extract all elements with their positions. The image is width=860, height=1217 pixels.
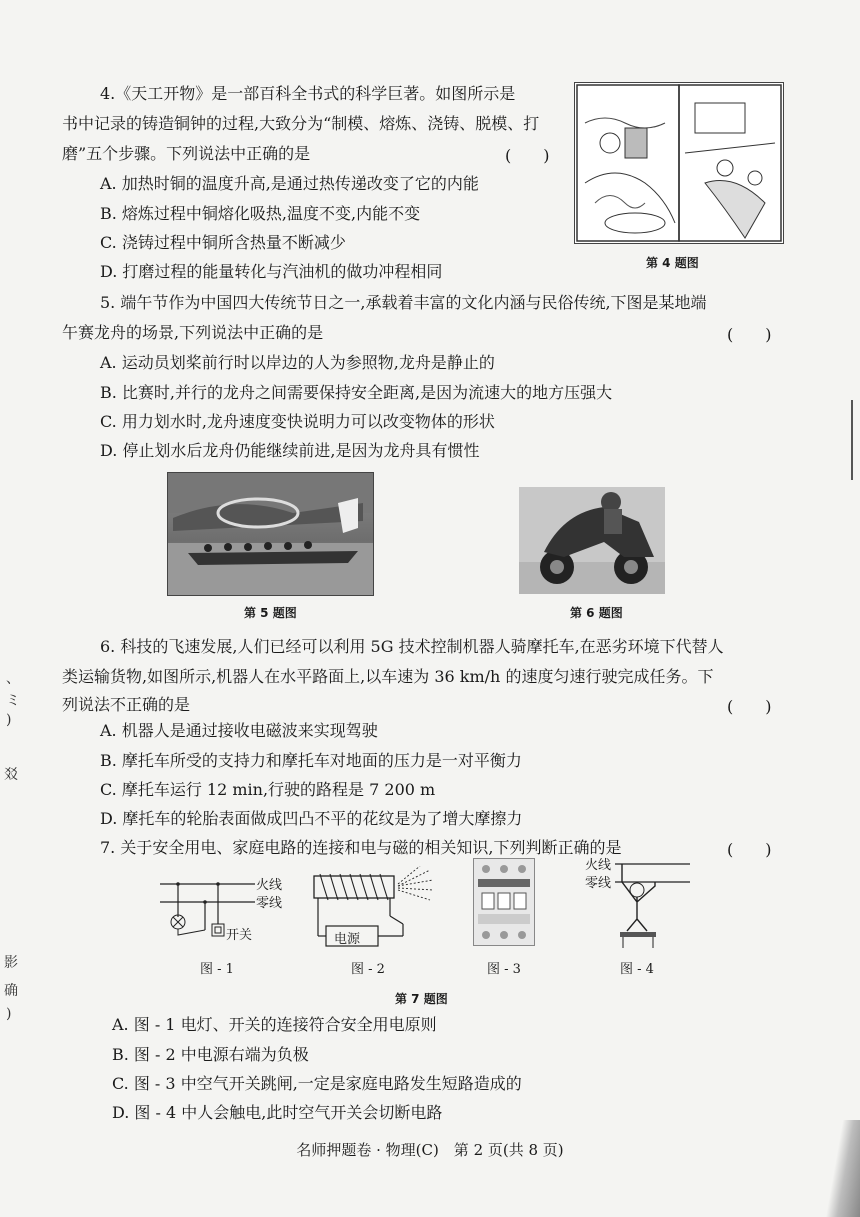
q4-option-a: A. 加热时铜的温度升高,是通过热传递改变了它的内能 — [100, 174, 479, 193]
q7-option-a: A. 图 - 1 电灯、开关的连接符合安全用电原则 — [112, 1015, 437, 1034]
page-footer: 名师押题卷 · 物理(C) 第 2 页(共 8 页) — [296, 1141, 564, 1159]
q4-answer-paren: ( ) — [505, 146, 550, 165]
q5-option-c: C. 用力划水时,龙舟速度变快说明力可以改变物体的形状 — [100, 412, 495, 431]
q4-line-1: 4.《天工开物》是一部百科全书式的科学巨著。如图所示是 — [100, 84, 516, 103]
q7-fig4 — [585, 852, 690, 950]
fig4-neutral-label: 零线 — [585, 876, 612, 891]
scan-corner-fold — [820, 1120, 860, 1217]
fig4-live-label: 火线 — [585, 858, 612, 873]
q6-answer-paren: ( ) — [727, 697, 772, 716]
q7-figure-caption: 第 7 题图 — [395, 992, 448, 1006]
q4-line-3: 磨”五个步骤。下列说法中正确的是 — [62, 144, 311, 163]
scan-edge-line — [851, 400, 853, 480]
fig1-neutral-label: 零线 — [256, 896, 283, 911]
q5-option-d: D. 停止划水后龙舟仍能继续前进,是因为龙舟具有惯性 — [100, 441, 480, 460]
margin-mark-4: 㸚 — [4, 767, 18, 783]
margin-mark-5: 影 — [4, 955, 18, 971]
q4-option-c: C. 浇铸过程中铜所含热量不断减少 — [100, 233, 346, 252]
fig7-3-label: 图 - 3 — [487, 962, 521, 977]
q7-fig2 — [308, 866, 438, 956]
q5-answer-paren: ( ) — [727, 325, 772, 344]
q6-option-c: C. 摩托车运行 12 min,行驶的路程是 7 200 m — [100, 780, 436, 799]
q5-line-2: 午赛龙舟的场景,下列说法中正确的是 — [62, 323, 324, 342]
q5-option-b: B. 比赛时,并行的龙舟之间需要保持安全距离,是因为流速大的地方压强大 — [100, 383, 613, 402]
q4-option-d: D. 打磨过程的能量转化与汽油机的做功冲程相同 — [100, 262, 443, 281]
q7-line-1: 7. 关于安全用电、家庭电路的连接和电与磁的相关知识,下列判断正确的是 — [100, 838, 622, 857]
fig7-2-label: 图 - 2 — [351, 962, 385, 977]
q7-fig1 — [160, 872, 290, 952]
q6-option-d: D. 摩托车的轮胎表面做成凹凸不平的花纹是为了增大摩擦力 — [100, 809, 523, 828]
q5-dragon-boat-photo — [167, 472, 374, 596]
fig1-live-label: 火线 — [256, 878, 283, 893]
margin-mark-1: 、 — [6, 671, 20, 687]
q7-answer-paren: ( ) — [727, 840, 772, 859]
q6-figure-caption: 第 6 题图 — [570, 606, 623, 620]
q4-option-b: B. 熔炼过程中铜熔化吸热,温度不变,内能不变 — [100, 204, 421, 223]
margin-mark-2: ミ — [6, 693, 20, 709]
q7-option-d: D. 图 - 4 中人会触电,此时空气开关会切断电路 — [112, 1103, 443, 1122]
fig1-switch-label: 开关 — [226, 928, 253, 943]
q7-option-c: C. 图 - 3 中空气开关跳闸,一定是家庭电路发生短路造成的 — [112, 1074, 522, 1093]
margin-mark-7: ) — [6, 1006, 12, 1022]
fig7-4-label: 图 - 4 — [620, 962, 654, 977]
q6-line-1: 6. 科技的飞速发展,人们已经可以利用 5G 技术控制机器人骑摩托车,在恶劣环境下代替人 — [100, 637, 724, 656]
q6-line-3: 列说法不正确的是 — [62, 695, 191, 714]
q4-woodblock-figure — [574, 82, 784, 244]
q7-option-b: B. 图 - 2 中电源右端为负极 — [112, 1045, 309, 1064]
q5-line-1: 5. 端午节作为中国四大传统节日之一,承载着丰富的文化内涵与民俗传统,下图是某地端 — [100, 293, 707, 312]
q6-option-b: B. 摩托车所受的支持力和摩托车对地面的压力是一对平衡力 — [100, 751, 522, 770]
q4-line-2: 书中记录的铸造铜钟的过程,大致分为“制模、熔炼、浇铸、脱模、打 — [62, 114, 540, 133]
q6-line-2: 类运输货物,如图所示,机器人在水平路面上,以车速为 36 km/h 的速度匀速行驶完成任务。下 — [62, 667, 714, 686]
q5-option-a: A. 运动员划桨前行时以岸边的人为参照物,龙舟是静止的 — [100, 353, 495, 372]
fig7-1-label: 图 - 1 — [200, 962, 234, 977]
q6-robot-motorcycle-photo — [519, 487, 665, 594]
margin-mark-3: ) — [6, 712, 12, 728]
fig2-power-label: 电源 — [334, 932, 361, 947]
q4-figure-caption: 第 4 题图 — [646, 256, 699, 270]
margin-mark-6: 确 — [4, 983, 18, 999]
q6-option-a: A. 机器人是通过接收电磁波来实现驾驶 — [100, 721, 378, 740]
q5-figure-caption: 第 5 题图 — [244, 606, 297, 620]
q7-fig3-breaker — [473, 858, 535, 946]
